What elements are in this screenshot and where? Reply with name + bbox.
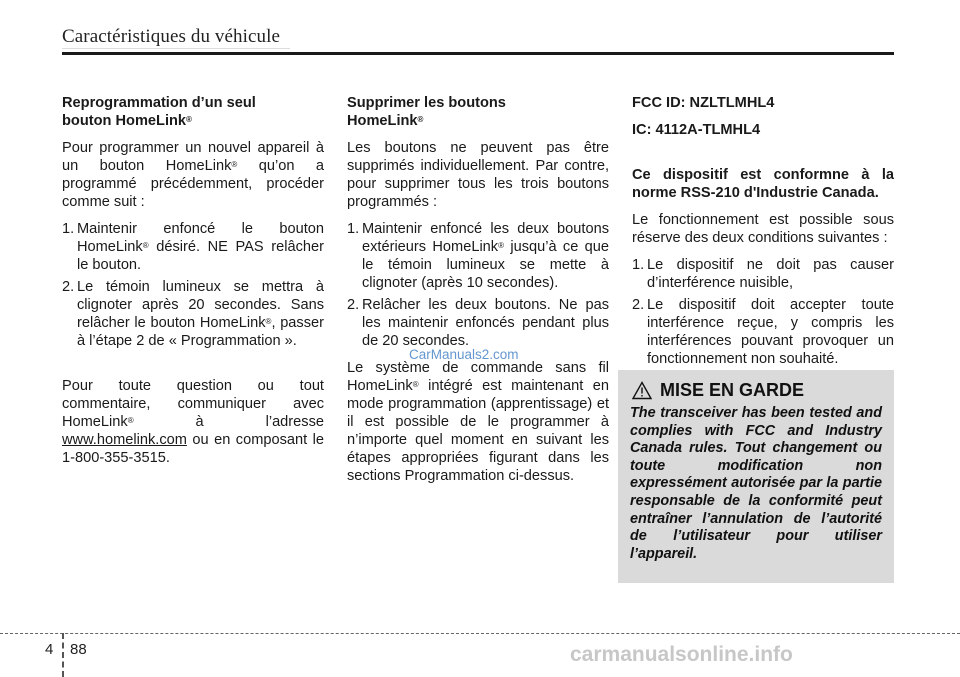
steps-list [62, 220, 324, 350]
registered-mark: ® [265, 317, 272, 326]
homelink-link[interactable]: www.homelink.com [62, 432, 187, 448]
list-item: 1. Maintenir enfoncé les deux boutons extérieurs HomeLink® jusqu’à ce que le témoin lumineux se mette à clignoter (après 10 secondes). [347, 221, 609, 291]
footer-dashed-divider [62, 633, 64, 677]
registered-mark: ® [231, 160, 238, 169]
page-number: 88 [70, 641, 87, 658]
heading-supprimer: Supprimer les boutons HomeLink® [347, 95, 506, 129]
ic-id: IC: 4112A-TLMHL4 [632, 122, 761, 138]
watermark-center: CarManuals2.com [409, 347, 519, 362]
list-item: 2. Le témoin lumineux se mettra à clignoter après 20 secondes. Sans relâcher le bouton HomeLink®, passer à l’étape 2 de « Programmation ». [62, 279, 324, 349]
registered-mark: ® [412, 380, 419, 389]
paragraph-contact: Pour toute question ou tout commentaire, communiquer avec HomeLink® à l’adresse www.homelink.com ou en composant le 1-800-355-3515. [62, 378, 324, 466]
column-middle [347, 94, 609, 494]
warning-text: The transceiver has been tested and complies with FCC and Industry Canada rules. Tout changement ou toute modification non expressément autorisée par la partie responsable de la conformité peut entraîner l’annulation de l’autorité de l’utilisateur pour utiliser l’appareil. [630, 405, 882, 562]
list-item: 2. Le dispositif doit accepter toute interférence reçue, y compris les interférences pouvant provoquer un fonctionnement non souhaité. [632, 297, 894, 367]
section-header-title: Caractéristiques du véhicule [62, 26, 281, 47]
registered-mark: ® [142, 241, 149, 250]
registered-mark: ® [417, 115, 424, 124]
fcc-id: FCC ID: NZLTLMHL4 [632, 95, 775, 111]
paragraph-intro: Pour programmer un nouvel appareil à un bouton HomeLink® qu’on a programmé précédemment, procéder comme suit : [62, 140, 324, 210]
chapter-number: 4 [45, 641, 54, 658]
list-item: 1. Le dispositif ne doit pas causer d’interférence nuisible, [632, 257, 894, 291]
list-item: 1. Maintenir enfoncé le bouton HomeLink® désiré. NE PAS relâcher le bouton. [62, 221, 324, 273]
warning-header [630, 380, 882, 401]
registered-mark: ® [127, 416, 134, 425]
heading-reprogrammation: Reprogrammation d’un seul bouton HomeLink® [62, 95, 256, 129]
footer-dashed-rule [0, 633, 960, 634]
steps-list [347, 220, 609, 350]
column-right [632, 94, 894, 377]
registered-mark: ® [498, 241, 505, 250]
watermark-bottom: carmanualsonline.info [570, 643, 793, 666]
header-underline-thin [62, 48, 290, 49]
warning-box [618, 370, 894, 583]
compliance-statement: Ce dispositif est conformne à la norme RSS-210 d'Industrie Canada. [632, 167, 894, 201]
paragraph-intro: Les boutons ne peuvent pas être supprimés individuellement. Par contre, pour supprimer tous les trois boutons programmés : [347, 140, 609, 210]
registered-mark: ® [186, 115, 192, 124]
warning-triangle-icon [632, 381, 652, 400]
list-item: 2. Relâcher les deux boutons. Ne pas les maintenir enfoncés pendant plus de 20 secondes. [347, 297, 609, 349]
header-rule [62, 52, 894, 55]
warning-title: MISE EN GARDE [660, 380, 805, 400]
conditions-list [632, 256, 894, 368]
conditions-intro: Le fonctionnement est possible sous réserve des deux conditions suivantes : [632, 212, 894, 246]
paragraph-system: Le système de commande sans fil HomeLink® intégré est maintenant en mode programmation (apprentissage) et il est possible de le programmer à n’importe quel moment en suivant les étapes appropriées figurant dans les sections Programmation ci-dessus. [347, 360, 609, 484]
column-left [62, 94, 324, 476]
